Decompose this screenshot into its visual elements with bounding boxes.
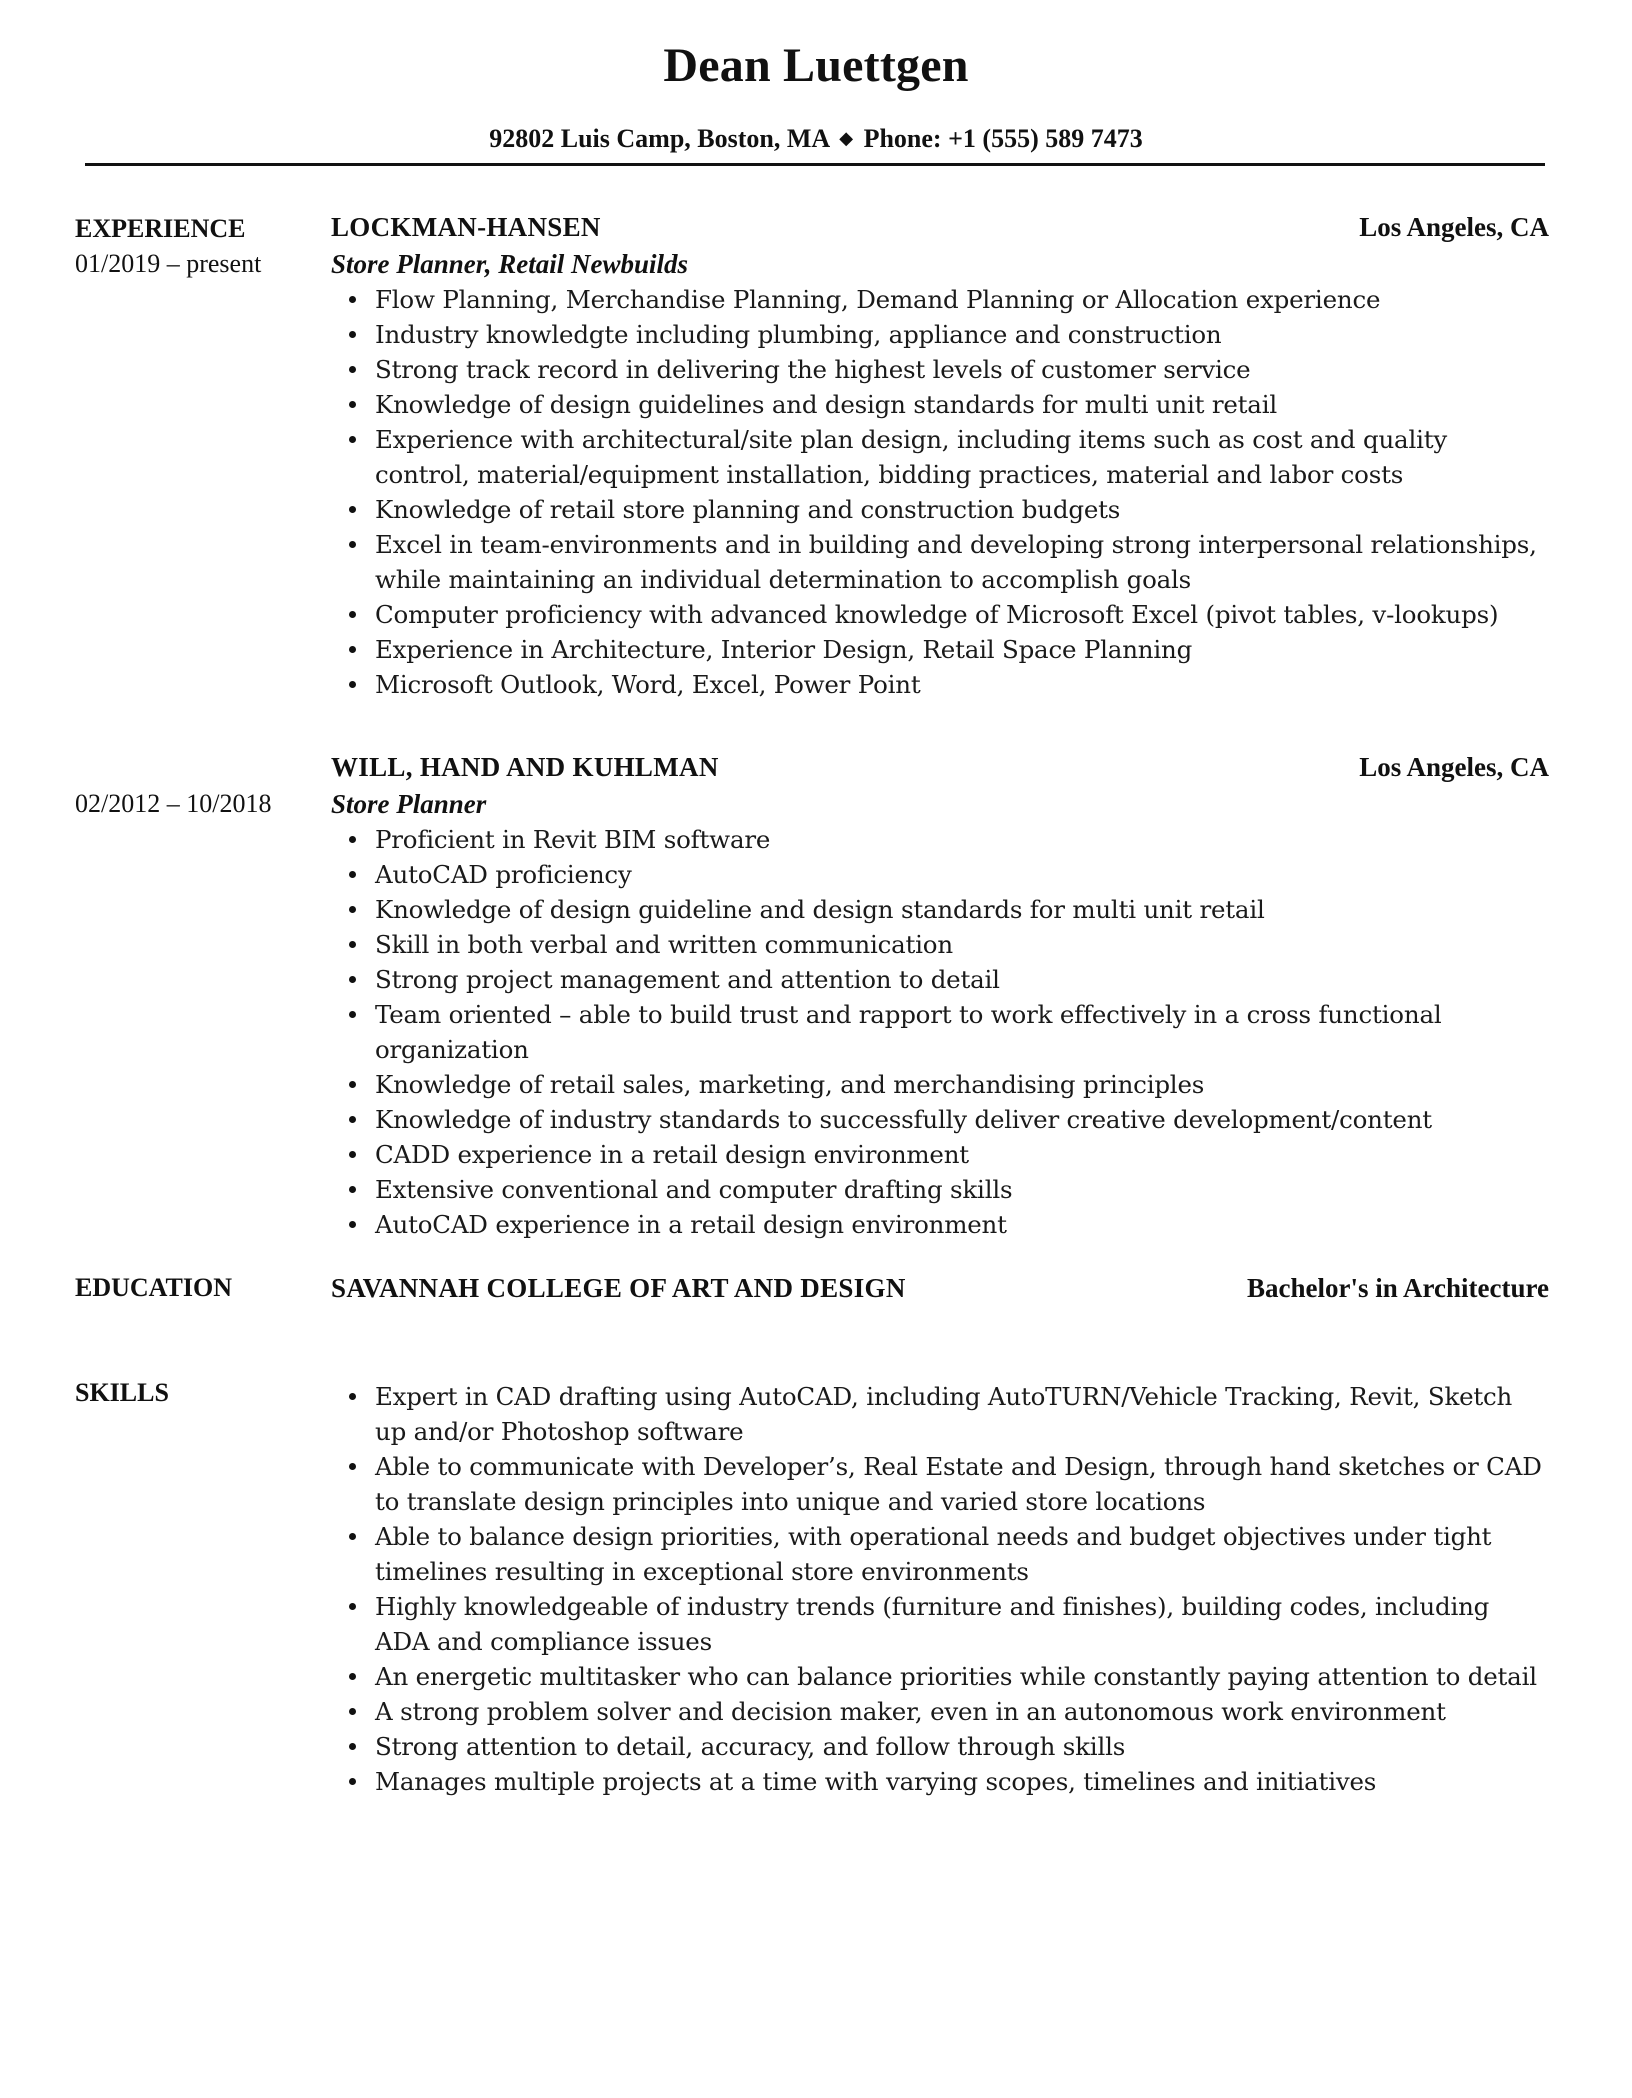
list-item: CADD experience in a retail design environment bbox=[331, 1137, 1549, 1172]
list-item: An energetic multitasker who can balance priorities while constantly paying attention to detail bbox=[331, 1659, 1549, 1694]
list-item: A strong problem solver and decision maker, even in an autonomous work environment bbox=[331, 1694, 1549, 1729]
section-label-experience: EXPERIENCE bbox=[75, 214, 246, 243]
education-entry bbox=[331, 1273, 1549, 1308]
list-item: Microsoft Outlook, Word, Excel, Power Point bbox=[331, 667, 1549, 702]
list-item: Knowledge of design guidelines and design standards for multi unit retail bbox=[331, 387, 1549, 422]
phone: Phone: +1 (555) 589 7473 bbox=[863, 124, 1143, 153]
section-label-skills: SKILLS bbox=[75, 1378, 169, 1407]
candidate-name: Dean Luettgen bbox=[663, 39, 969, 92]
address: 92802 Luis Camp, Boston, MA bbox=[489, 124, 829, 153]
list-item: Expert in CAD drafting using AutoCAD, including AutoTURN/Vehicle Tracking, Revit, Sketch up and/or Photoshop software bbox=[331, 1379, 1549, 1449]
list-item: Proficient in Revit BIM software bbox=[331, 822, 1549, 857]
diamond-separator-icon: ◆ bbox=[839, 128, 854, 148]
list-item: Flow Planning, Merchandise Planning, Demand Planning or Allocation experience bbox=[331, 282, 1549, 317]
job-entry bbox=[331, 752, 1549, 1242]
list-item: Strong track record in delivering the highest levels of customer service bbox=[331, 352, 1549, 387]
list-item: AutoCAD proficiency bbox=[331, 857, 1549, 892]
contact-line bbox=[0, 124, 1632, 154]
list-item: AutoCAD experience in a retail design environment bbox=[331, 1207, 1549, 1242]
list-item: Able to balance design priorities, with operational needs and budget objectives under tight timelines resulting in exceptional store environments bbox=[331, 1519, 1549, 1589]
job-title: Store Planner bbox=[331, 789, 487, 819]
list-item: Knowledge of industry standards to successfully deliver creative development/content bbox=[331, 1102, 1549, 1137]
list-item: Experience with architectural/site plan design, including items such as cost and quality control, material/equipment installation, bidding practices, material and labor costs bbox=[331, 422, 1549, 492]
education-header bbox=[331, 1273, 1549, 1308]
company-name: LOCKMAN-HANSEN bbox=[331, 212, 601, 242]
job-dates: 01/2019 – present bbox=[75, 249, 262, 278]
degree: Bachelor's in Architecture bbox=[1247, 1273, 1549, 1303]
job-bullets bbox=[331, 282, 1549, 702]
list-item: Manages multiple projects at a time with varying scopes, timelines and initiatives bbox=[331, 1764, 1549, 1799]
list-item: Skill in both verbal and written communication bbox=[331, 927, 1549, 962]
list-item: Highly knowledgeable of industry trends (furniture and finishes), building codes, including ADA and compliance issues bbox=[331, 1589, 1549, 1659]
skills-entry bbox=[331, 1379, 1549, 1799]
list-item: Knowledge of retail sales, marketing, and merchandising principles bbox=[331, 1067, 1549, 1102]
list-item: Strong attention to detail, accuracy, and follow through skills bbox=[331, 1729, 1549, 1764]
company-name: WILL, HAND AND KUHLMAN bbox=[331, 752, 719, 782]
list-item: Excel in team-environments and in building and developing strong interpersonal relationships, while maintaining an individual determination to accomplish goals bbox=[331, 527, 1549, 597]
list-item: Computer proficiency with advanced knowledge of Microsoft Excel (pivot tables, v-lookups) bbox=[331, 597, 1549, 632]
list-item: Able to communicate with Developer’s, Real Estate and Design, through hand sketches or CAD to translate design principles into unique and varied store locations bbox=[331, 1449, 1549, 1519]
skills-bullets bbox=[331, 1379, 1549, 1799]
list-item: Knowledge of design guideline and design standards for multi unit retail bbox=[331, 892, 1549, 927]
header-divider bbox=[85, 163, 1545, 166]
list-item: Experience in Architecture, Interior Design, Retail Space Planning bbox=[331, 632, 1549, 667]
list-item: Knowledge of retail store planning and construction budgets bbox=[331, 492, 1549, 527]
section-label-education: EDUCATION bbox=[75, 1273, 232, 1302]
job-header bbox=[331, 212, 1549, 247]
job-entry bbox=[331, 212, 1549, 702]
job-dates: 02/2012 – 10/2018 bbox=[75, 789, 272, 818]
job-title: Store Planner, Retail Newbuilds bbox=[331, 249, 689, 279]
job-header bbox=[331, 752, 1549, 787]
school-name: SAVANNAH COLLEGE OF ART AND DESIGN bbox=[331, 1273, 906, 1303]
list-item: Extensive conventional and computer drafting skills bbox=[331, 1172, 1549, 1207]
job-location: Los Angeles, CA bbox=[1359, 752, 1549, 782]
list-item: Strong project management and attention to detail bbox=[331, 962, 1549, 997]
job-bullets bbox=[331, 822, 1549, 1242]
list-item: Team oriented – able to build trust and rapport to work effectively in a cross functional organization bbox=[331, 997, 1549, 1067]
list-item: Industry knowledgte including plumbing, appliance and construction bbox=[331, 317, 1549, 352]
job-location: Los Angeles, CA bbox=[1359, 212, 1549, 242]
